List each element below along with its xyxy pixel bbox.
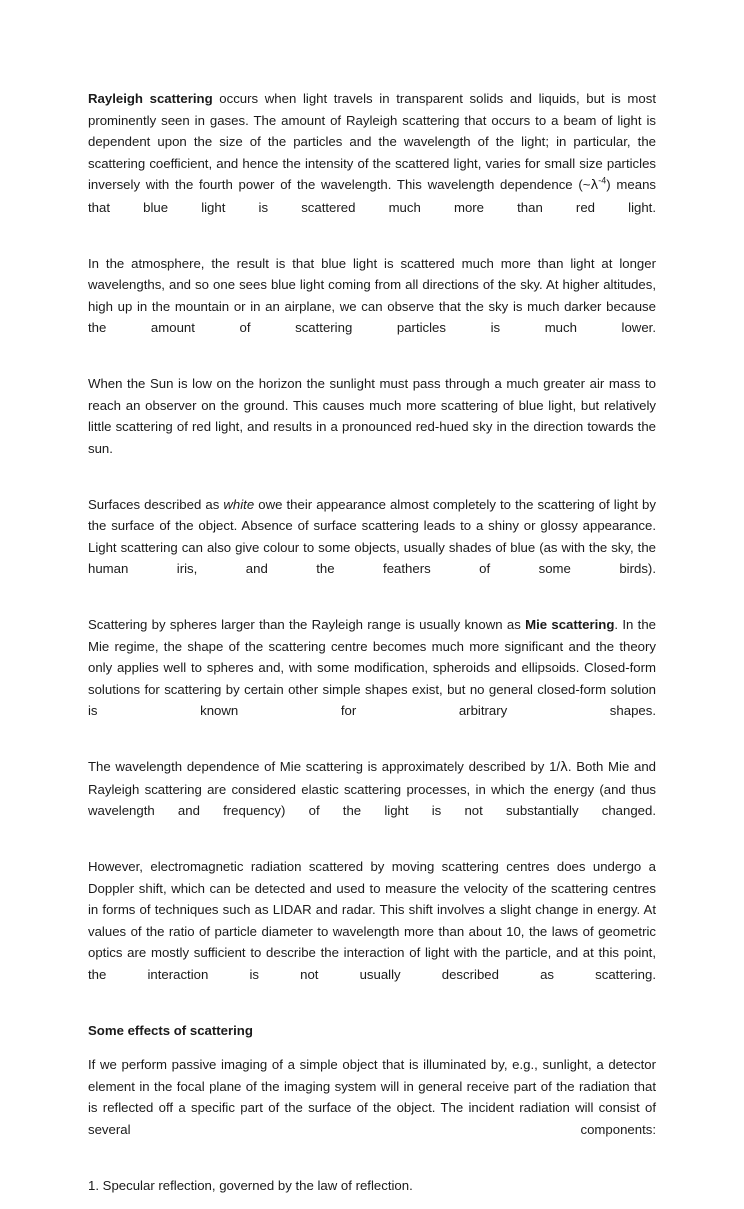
- paragraph-white-body-b: owe their appearance almost completely to the scattering of light by the surface of the object. Absence of surface scattering leads to a shiny or glossy appearance. Light scattering can also give colour to some objects, usually shades of blue (as with the sky, the human iris, and the feathers of some birds).: [88, 496, 656, 576]
- paragraph-white-surfaces: [88, 494, 656, 602]
- paragraph-wavelength-dependence: [88, 756, 656, 843]
- term-mie-scattering: Mie scattering: [525, 617, 615, 632]
- paragraph-mie-body-a: Scattering by spheres larger than the Rayleigh range is usually known as: [88, 617, 526, 632]
- term-white-italic: white: [223, 496, 255, 512]
- paragraph-mie-scattering: [88, 614, 656, 743]
- paragraph-white-body-a: Surfaces described as: [88, 496, 224, 512]
- paragraph-rayleigh-body-a: occurs when light travels in transparent solids and liquids, but is most prominently seen in gases. The amount of Rayleigh scattering that occurs to a beam of light is dependent upon the size of the particles and the wavelength of the light; in particular, the scattering coefficient, and hence the intensity of the scattered light, varies for small size particles inversely with the fourth power of the wavelength. This wavelength dependence (~: [88, 91, 656, 192]
- lambda-symbol-inverse: λ: [560, 760, 568, 775]
- paragraph-doppler-shift: However, electromagnetic radiation scattered by moving scattering centres does undergo a Doppler shift, which can be detected and used to measure the velocity of the scattering centres in forms of techniques such as LIDAR and radar. This shift involves a slight change in energy. At values of the ratio of particle diameter to wavelength more than about 10, the laws of geometric optics are mostly sufficient to describe the interaction of light with the particle, and at this point, the interaction is not usually described as scattering.: [88, 859, 656, 982]
- term-rayleigh-scattering: Rayleigh scattering: [88, 91, 213, 106]
- text-column: [88, 88, 656, 1209]
- paragraph-rayleigh-scattering: [88, 88, 656, 240]
- paragraph-wavelength-body-a: The wavelength dependence of Mie scattering is approximately described by 1/: [88, 759, 561, 774]
- lambda-symbol: λ: [590, 178, 599, 193]
- section-heading-some-effects-of-scattering: Some effects of scattering: [88, 1022, 253, 1038]
- paragraph-passive-imaging: If we perform passive imaging of a simple object that is illuminated by, e.g., sunlight, a detector element in the focal plane of the imaging system will in general receive part of the radiation that is reflected off a specific part of the surface of the object. The incident radiation will consist of several components:: [88, 1057, 656, 1137]
- list-item-specular-reflection: 1. Specular reflection, governed by the law of reflection.: [88, 1177, 413, 1193]
- lambda-exponent: -4: [598, 175, 607, 186]
- paragraph-mie-body-b: . In the Mie regime, the shape of the scattering centre becomes much more significant and the theory only applies well to spheres and, with some modification, spheroids and ellipsoids. Closed-form solutions for scattering by certain other simple shapes exist, but no general closed-form solution is known for arbitrary shapes.: [88, 617, 656, 718]
- paragraph-sun-horizon: When the Sun is low on the horizon the sunlight must pass through a much greater air mass to reach an observer on the ground. This causes much more scattering of blue light, but relatively little scattering of red light, and results in a pronounced red-hued sky in the direction towards the sun.: [88, 376, 656, 456]
- paragraph-wavelength-body-b: . Both Mie and Rayleigh scattering are considered elastic scattering processes, in which the energy (and thus wavelength and frequency) of the light is not substantially changed.: [88, 759, 656, 818]
- paragraph-atmosphere: In the atmosphere, the result is that blue light is scattered much more than light at longer wavelengths, and so one sees blue light coming from all directions of the sky. At higher altitudes, high up in the mountain or in an airplane, we can observe that the sky is much darker because the amount of scattering particles is much lower.: [88, 255, 656, 335]
- paragraph-rayleigh-body-b: ) means that blue light is scattered much more than red light.: [88, 177, 657, 215]
